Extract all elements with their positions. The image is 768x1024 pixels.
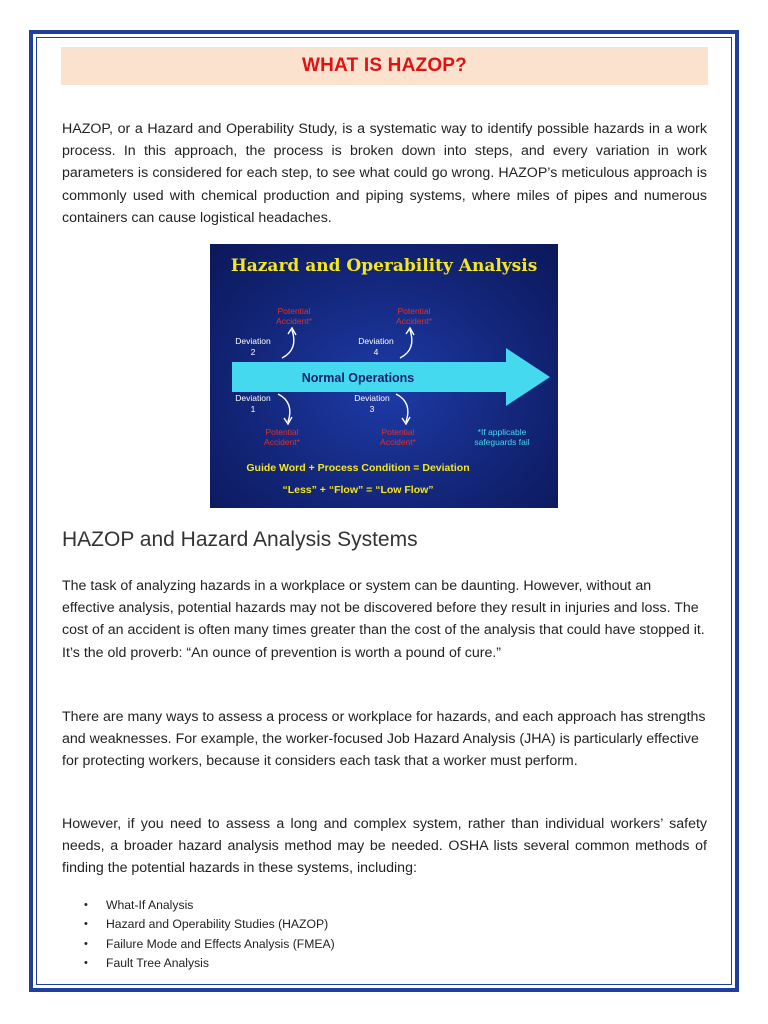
deviation-2-label: Deviation [235, 336, 271, 346]
arrow-label: Normal Operations [301, 371, 415, 385]
diagram-title: Hazard and Operability Analysis [230, 256, 538, 276]
deviation-1-number: 1 [250, 404, 256, 414]
curve-arrow-down-right-icon [396, 394, 408, 422]
hazop-diagram-image [210, 244, 558, 508]
potential-accident-top-right-line1: Potential [397, 306, 431, 316]
potential-accident-top-left-line1: Potential [277, 306, 311, 316]
paragraph-osha-methods: However, if you need to assess a long and complex system, rather than individual workers’ safety needs, a broader hazard analysis method may be needed. OSHA lists several common methods of finding the potential hazards in these systems, including: [62, 816, 707, 877]
deviation-2-number: 2 [250, 347, 256, 357]
paragraph-hazard-analysis: The task of analyzing hazards in a workplace or system can be daunting. However, without an effective analysis, potential hazards may not be discovered before they result in injuries and loss. The cost of an accident is often many times greater than the cost of the analysis that could have stopped it. It’s the old proverb: “An ounce of prevention is worth a pound of cure.” [62, 578, 705, 661]
list-item: • Hazard and Operability Studies (HAZOP) [84, 915, 335, 934]
title-banner [61, 47, 708, 85]
potential-accident-bottom-right-line1: Potential [381, 427, 415, 437]
curve-arrow-down-left-icon [278, 394, 290, 422]
intro-paragraph: HAZOP, or a Hazard and Operability Study, is a systematic way to identify possible hazards in a work process. In this approach, the process is broken down into steps, and every variation in work parameters is considered for each step, to see what could go wrong. HAZOP’s meticulous approach is commonly used with chemical production and piping systems, where miles of pipes and numerous containers can cause logistical headaches. [62, 121, 707, 226]
footnote-line2: safeguards fail [474, 437, 530, 447]
deviation-4-label: Deviation [358, 336, 394, 346]
list-item: • Failure Mode and Effects Analysis (FMEA) [84, 935, 335, 954]
page-title: WHAT IS HAZOP? [302, 55, 467, 76]
deviation-3-label: Deviation [354, 393, 390, 403]
curve-arrow-up-right-icon [400, 330, 412, 358]
potential-accident-top-right-line2: Accident* [396, 316, 432, 326]
deviation-4-number: 4 [373, 347, 379, 357]
section-heading: HAZOP and Hazard Analysis Systems [62, 528, 418, 551]
potential-accident-bottom-right-line2: Accident* [380, 437, 416, 447]
list-item: • What-If Analysis [84, 896, 335, 915]
guide-word-example: “Less” + “Flow” = “Low Flow” [282, 484, 434, 496]
deviation-1-label: Deviation [235, 393, 271, 403]
curve-arrow-up-left-icon [282, 330, 294, 358]
potential-accident-top-left-line2: Accident* [276, 316, 312, 326]
hazop-diagram [210, 244, 558, 508]
footnote-line1: *If applicable [477, 427, 527, 437]
potential-accident-bottom-left-line2: Accident* [264, 437, 300, 447]
hazard-methods-list [84, 896, 335, 973]
potential-accident-bottom-left-line1: Potential [265, 427, 299, 437]
paragraph-assessment-approaches: There are many ways to assess a process or workplace for hazards, and each approach has strengths and weaknesses. For example, the worker-focused Job Hazard Analysis (JHA) is particularly effective for protecting workers, because it considers each task that a worker must perform. [62, 709, 706, 770]
guide-word-equation: Guide Word + Process Condition = Deviation [246, 462, 470, 474]
deviation-3-number: 3 [369, 404, 375, 414]
list-item: • Fault Tree Analysis [84, 954, 335, 973]
